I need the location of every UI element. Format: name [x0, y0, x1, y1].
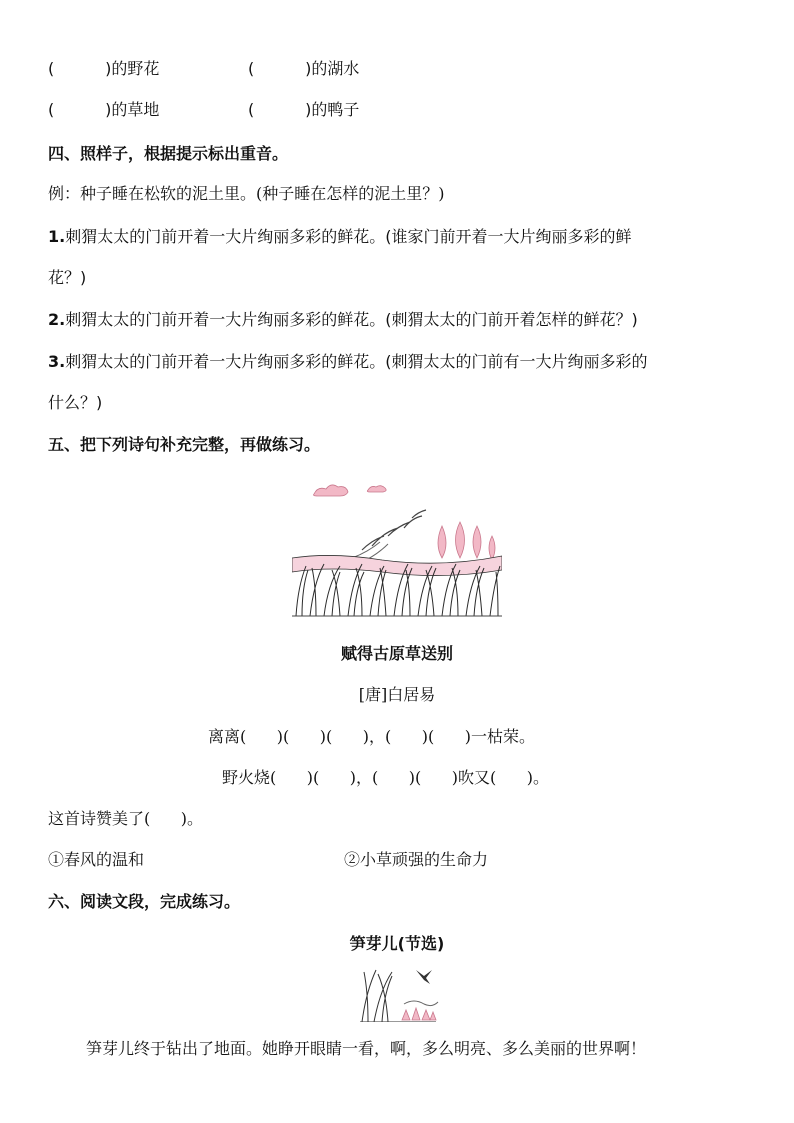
blank-phrase-wildflowers: ( )的野花	[48, 59, 160, 78]
cloud-icon	[314, 485, 349, 496]
blank-phrase-grassland: ( )的草地	[48, 100, 160, 119]
question-1-line-2: 花？)	[48, 268, 87, 287]
poem-title: 赋得古原草送别	[340, 644, 453, 663]
blank-phrase-ducks: ( )的鸭子	[248, 100, 360, 119]
tree-icon	[438, 526, 446, 558]
grassland-illustration	[292, 480, 502, 618]
question-1-line-1	[48, 226, 631, 248]
question-3-line-1	[48, 351, 647, 373]
swallow-icon	[416, 970, 432, 984]
section-4-example: 例：种子睡在松软的泥土里。(种子睡在怎样的泥土里？)	[48, 184, 445, 203]
passage-paragraph-1: 笋芽儿终于钻出了地面。她睁开眼睛一看，啊，多么明亮、多么美丽的世界啊！	[86, 1039, 647, 1058]
question-1-text: 刺猬太太的门前开着一大片绚丽多彩的鲜花。(谁家门前开着一大片绚丽多彩的鲜	[65, 227, 632, 246]
wind-swirl-icon	[362, 510, 426, 550]
bamboo-illustration	[356, 964, 440, 1022]
question-3-number: 3.	[48, 352, 66, 371]
section-5-heading: 五、把下列诗句补充完整，再做练习。	[48, 435, 321, 454]
poem-question: 这首诗赞美了( )。	[48, 809, 204, 828]
question-3-text: 刺猬太太的门前开着一大片绚丽多彩的鲜花。(刺猬太太的门前有一大片绚丽多彩的	[65, 352, 648, 371]
section-4-heading: 四、照样子，根据提示标出重音。	[48, 144, 289, 163]
question-2-line-1	[48, 309, 638, 331]
passage-title: 笋芽儿(节选)	[349, 934, 445, 953]
blank-phrase-lake: ( )的湖水	[248, 59, 360, 78]
question-3-line-2: 什么？)	[48, 393, 103, 412]
question-2-number: 2.	[48, 310, 66, 329]
option-2: ②小草顽强的生命力	[344, 850, 489, 869]
question-1-number: 1.	[48, 227, 66, 246]
question-2-text: 刺猬太太的门前开着一大片绚丽多彩的鲜花。(刺猬太太的门前开着怎样的鲜花？)	[65, 310, 638, 329]
tree-icon	[489, 536, 495, 560]
poem-author: [唐]白居易	[358, 685, 436, 704]
cloud-icon	[367, 486, 386, 492]
tree-icon	[473, 526, 481, 558]
section-6-heading: 六、阅读文段，完成练习。	[48, 892, 241, 911]
option-1: ①春风的温和	[48, 850, 145, 869]
poem-line-2: 野火烧( )( )，( )( )吹又( )。	[222, 768, 550, 787]
bamboo-shoot-icons	[402, 1008, 436, 1020]
tree-icon	[456, 522, 465, 558]
poem-line-1: 离离( )( )( )，( )( )一枯荣。	[208, 727, 536, 746]
